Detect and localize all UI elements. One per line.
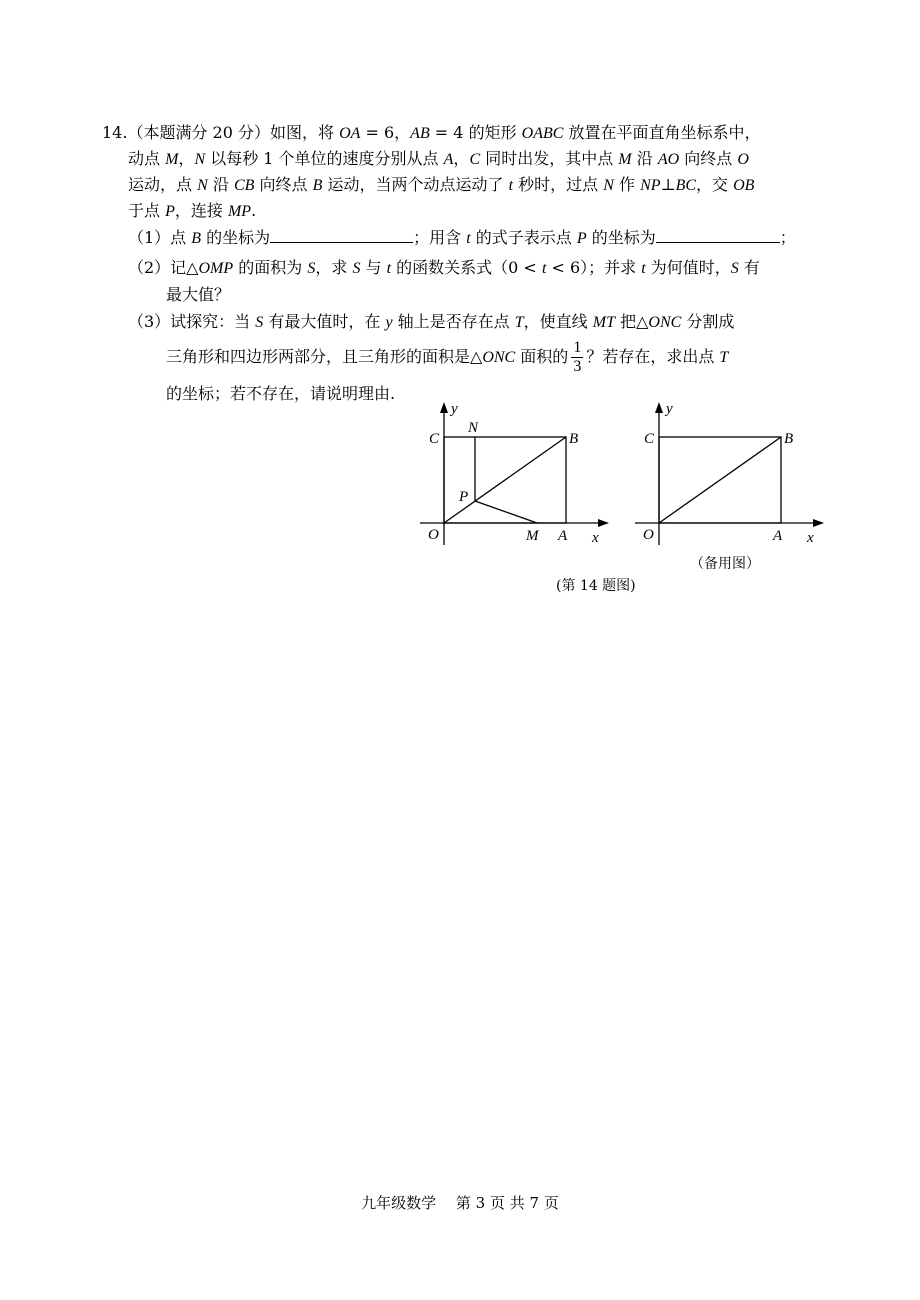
diagonal-ob xyxy=(659,437,781,523)
label-o: O xyxy=(643,527,654,543)
label-x: x xyxy=(592,530,599,546)
label-a: A xyxy=(558,528,568,544)
coordinate-figure-backup xyxy=(630,395,830,550)
x-axis-arrow-icon xyxy=(598,519,609,527)
question-2-line-2: 最大值？ xyxy=(166,285,231,304)
problem-line-3: 运动，点 N 沿 CB 向终点 B 运动，当两个动点运动了 t 秒时，过点 N 作 NP⊥BC，交 OB xyxy=(128,175,755,194)
answer-blank-b[interactable] xyxy=(270,228,413,243)
label-b: B xyxy=(784,431,794,447)
coordinate-figure-main xyxy=(415,395,615,550)
problem-line-4: 于点 P，连接 MP. xyxy=(128,201,257,220)
problem-line-2: 动点 M，N 以每秒 1 个单位的速度分别从点 A，C 同时出发，其中点 M 沿 AO 向终点 O xyxy=(128,149,749,168)
label-y: y xyxy=(451,401,458,417)
label-m: M xyxy=(526,528,539,544)
label-a: A xyxy=(773,528,783,544)
backup-figure-caption: （备用图） xyxy=(690,556,760,572)
problem-number: 14. xyxy=(102,123,128,142)
figure-caption: (第 14 题图) xyxy=(556,578,636,594)
y-axis-arrow-icon xyxy=(440,402,448,413)
label-b: B xyxy=(569,431,579,447)
question-3-line-1: （3）试探究：当 S 有最大值时，在 y 轴上是否存在点 T，使直线 MT 把△ONC 分割成 xyxy=(128,312,735,331)
x-axis-arrow-icon xyxy=(813,519,824,527)
y-axis-arrow-icon xyxy=(655,402,663,413)
question-3-line-2: 三角形和四边形两部分，且三角形的面积是△ONC 面积的 $\frac{1}{3}$ ？若存在，求出点 T xyxy=(166,339,729,375)
fraction-one-third: $\frac{1}{3}$ xyxy=(573,339,582,375)
label-x: x xyxy=(807,530,814,546)
label-c: C xyxy=(429,431,440,447)
diagonal-ob xyxy=(444,437,566,523)
segment-pm xyxy=(475,501,537,523)
question-3-line-3: 的坐标；若不存在，请说明理由. xyxy=(166,384,396,403)
label-p: P xyxy=(459,489,469,505)
question-2-line-1: （2）记△OMP 的面积为 S，求 S 与 t 的函数关系式（0 < t < 6）；并求 t 为何值时，S 有 xyxy=(128,258,760,277)
label-n: N xyxy=(468,420,479,436)
page-footer: 九年级数学 第 3 页 共 7 页 xyxy=(361,1194,559,1212)
label-o: O xyxy=(428,527,439,543)
label-y: y xyxy=(666,401,673,417)
label-c: C xyxy=(644,431,655,447)
answer-blank-p[interactable] xyxy=(656,228,780,243)
problem-line-1: 14.（本题满分 20 分）如图，将 OA = 6，AB = 4 的矩形 OABC 放置在平面直角坐标系中， xyxy=(102,123,761,142)
question-1: （1）点 B 的坐标为 ；用含 t 的式子表示点 P 的坐标为 ； xyxy=(128,228,796,247)
